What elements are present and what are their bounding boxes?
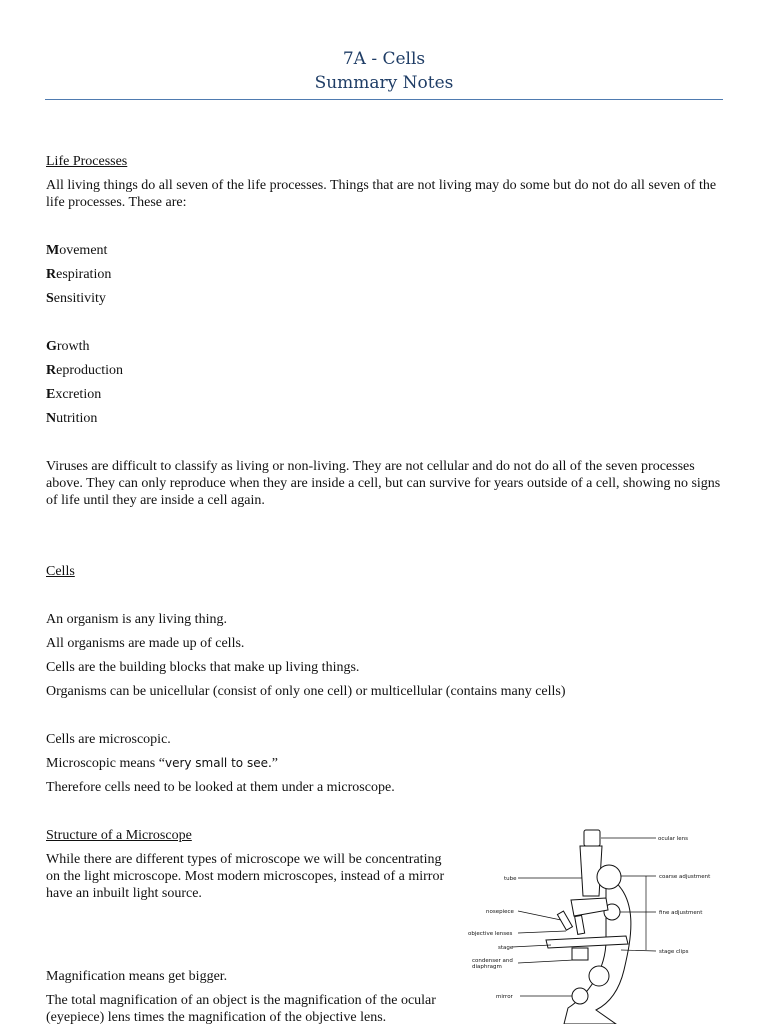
label-objective-lenses: objective lenses (468, 931, 513, 937)
magnification-line: Magnification means get bigger. (46, 969, 228, 984)
microscopic-meaning: Microscopic means “very small to see.” (46, 756, 278, 771)
objective-lens-shape (557, 911, 572, 930)
process-item: Growth (46, 339, 90, 354)
header-rule (45, 99, 723, 100)
label-diaphragm: diaphragm (472, 964, 502, 970)
process-item: Reproduction (46, 363, 123, 378)
life-processes-heading: Life Processes (46, 154, 128, 169)
ocular-lens-shape (584, 830, 600, 846)
process-item: Excretion (46, 387, 102, 402)
microscopic-line: Cells are microscopic. (46, 732, 171, 747)
label-stage-clips: stage clips (659, 949, 689, 955)
cells-line: All organisms are made up of cells. (46, 636, 245, 651)
cells-line: Organisms can be unicellular (consist of only one cell) or multicellular (contains many cells) (46, 684, 566, 699)
label-fine-adjustment: fine adjustment (659, 910, 703, 916)
condenser-shape (572, 948, 588, 960)
microscope-heading: Structure of a Microscope (46, 828, 192, 843)
total-magnification-paragraph: The total magnification of an object is the magnification of the ocular (eyepiece) lens times the magnification of the objective lens. (46, 993, 436, 1025)
label-stage: stage (498, 945, 514, 951)
cells-heading: Cells (46, 564, 75, 579)
process-item: Respiration (46, 267, 112, 282)
mirror-shape (589, 966, 609, 986)
label-ocular-lens: ocular lens (658, 836, 689, 842)
label-nosepiece: nosepiece (486, 909, 514, 915)
title-line-1: 7A - Cells (342, 49, 426, 69)
objective-lens-shape (575, 915, 585, 934)
title-line-2: Summary Notes (314, 73, 454, 93)
label-tube: tube (504, 876, 517, 882)
process-item: Sensitivity (46, 291, 106, 306)
label-mirror: mirror (496, 994, 513, 1000)
life-processes-intro: All living things do all seven of the life processes. Things that are not living may do some but do not do all seven of the life processes. These are: (46, 178, 717, 210)
process-item: Movement (46, 243, 108, 258)
cells-line: Cells are the building blocks that make up living things. (46, 660, 360, 675)
nosepiece-shape (571, 898, 608, 916)
cells-line: An organism is any living thing. (46, 612, 227, 627)
microscope-diagram (456, 820, 756, 1024)
coarse-adjustment-knob (597, 865, 621, 889)
label-condenser: condenser and (472, 958, 513, 964)
label-coarse-adjustment: coarse adjustment (659, 874, 711, 880)
viruses-paragraph: Viruses are difficult to classify as living or non-living. They are not cellular and do not do all of the seven processes above. They can only reproduce when they are inside a cell, but can survive for years outside of a cell, showing no signs of life until they are inside a cell again. (46, 459, 721, 508)
microscope-paragraph: While there are different types of microscope we will be concentrating on the light microscope. Most modern microscopes, instead of a mirror have an inbuilt light source. (46, 852, 445, 901)
process-item: Nutrition (46, 411, 98, 426)
microscope-needed-line: Therefore cells need to be looked at them under a microscope. (46, 780, 395, 795)
